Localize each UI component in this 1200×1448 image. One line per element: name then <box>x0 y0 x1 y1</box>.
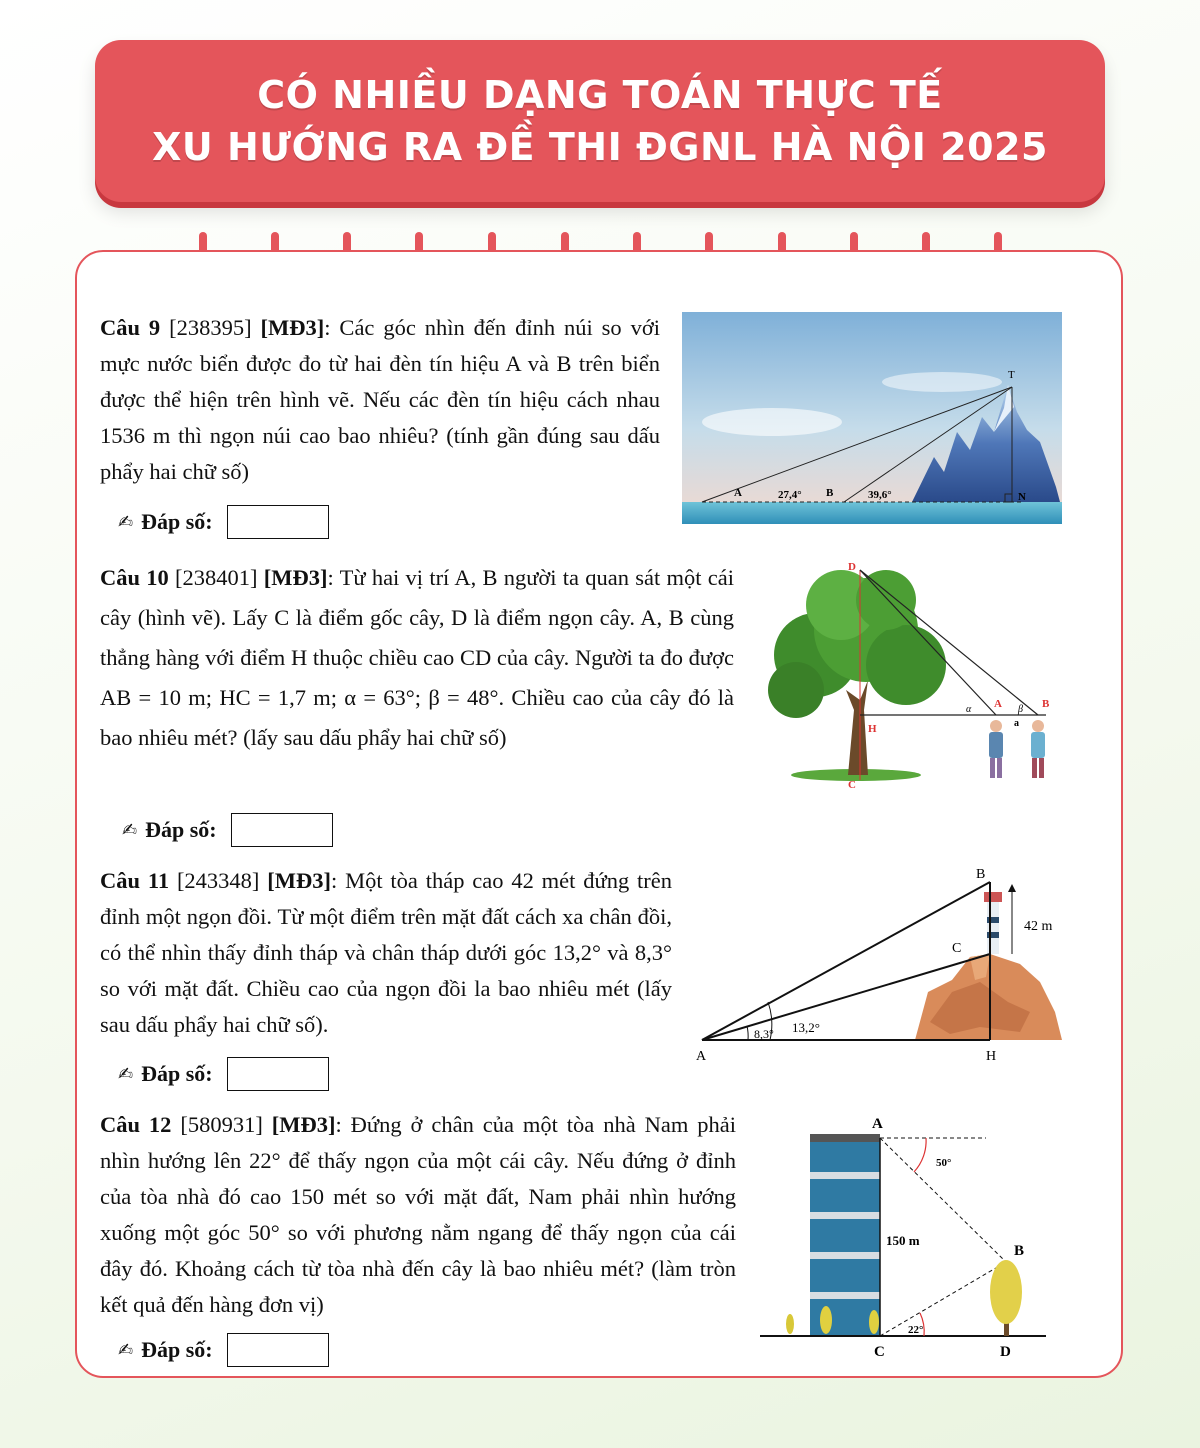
answer-row-11 <box>118 1057 329 1091</box>
figure-tower <box>690 862 1070 1072</box>
answer-box-9[interactable] <box>227 505 329 539</box>
title-line-1: CÓ NHIỀU DẠNG TOÁN THỰC TẾ <box>257 73 943 117</box>
question-11-text: : Một tòa tháp cao 42 mét đứng trên đỉnh một ngọn đồi. Từ một điểm trên mặt đất cách xa chân đồi, có thể nhìn thấy đỉnh tháp và chân tháp dưới góc 13,2° và 8,3° so với mặt đất. Chiều cao của ngọn đồi la bao nhiêu mét (lấy sau dấu phẩy hai chữ số). <box>100 868 672 1037</box>
label-A: A <box>872 1116 883 1132</box>
label-A: A <box>994 698 1002 710</box>
answer-label: Đáp số: <box>145 817 217 842</box>
title-banner <box>95 40 1105 202</box>
question-10-text: : Từ hai vị trí A, B người ta quan sát một cái cây (hình vẽ). Lấy C là điểm gốc cây, D là điểm ngọn cây. A, B cùng thẳng hàng với điểm H thuộc chiều cao CD của cây. Người ta đo được AB = 10 m; HC = 1,7 m; α = 63°; β = 48°. Chiều cao của cây đó là bao nhiêu mét? (lấy sau dấu phẩy hai chữ số) <box>100 565 735 750</box>
label-beta: β <box>1018 704 1023 715</box>
answer-row-12 <box>118 1333 329 1367</box>
label-A: A <box>696 1049 707 1064</box>
label-alpha: α <box>966 704 972 715</box>
angle-top: 50° <box>936 1157 952 1169</box>
pencil-icon: ✍ <box>118 1063 134 1085</box>
label-C: C <box>952 941 962 956</box>
answer-box-11[interactable] <box>227 1057 329 1091</box>
question-11-head: Câu 11 <box>100 868 170 893</box>
label-C: C <box>874 1344 885 1360</box>
question-11-code: [243348] <box>176 868 260 893</box>
question-10-head: Câu 10 <box>100 565 169 590</box>
question-12-code: [580931] <box>180 1112 263 1137</box>
answer-label: Đáp số: <box>141 1061 213 1086</box>
question-12-head: Câu 12 <box>100 1112 172 1137</box>
label-height: 150 m <box>886 1233 920 1248</box>
pencil-icon: ✍ <box>118 511 134 533</box>
label-height: 42 m <box>1024 919 1053 934</box>
label-T: T <box>1008 369 1015 381</box>
question-12 <box>100 1107 736 1323</box>
label-A: A <box>734 487 742 499</box>
question-10-level: [MĐ3] <box>263 565 328 590</box>
answer-box-12[interactable] <box>227 1333 329 1367</box>
label-B: B <box>976 867 986 882</box>
answer-row-9 <box>118 505 329 539</box>
answer-label: Đáp số: <box>141 1337 213 1362</box>
label-C: C <box>848 779 856 791</box>
pencil-icon: ✍ <box>122 819 138 841</box>
figure-building <box>756 1112 1056 1362</box>
title-line-2: XU HƯỚNG RA ĐỀ THI ĐGNL HÀ NỘI 2025 <box>152 125 1048 169</box>
label-N: N <box>1018 491 1026 503</box>
angle-small: 8,3° <box>754 1027 774 1041</box>
angle-label-2: 39,6° <box>868 489 892 501</box>
question-9-text: : Các góc nhìn đến đỉnh núi so với mực nước biển được đo từ hai đèn tín hiệu A và B trên biển được thể hiện trên hình vẽ. Nếu các đèn tín hiệu cách nhau 1536 m thì ngọn núi cao bao nhiêu? (tính gần đúng sau dấu phẩy hai chữ số) <box>100 315 660 484</box>
figure-mountain <box>682 312 1062 524</box>
label-H: H <box>986 1049 997 1064</box>
label-D: D <box>1000 1344 1011 1360</box>
answer-box-10[interactable] <box>231 813 333 847</box>
question-12-text: : Đứng ở chân của một tòa nhà Nam phải nhìn hướng lên 22° để thấy ngọn của một cái cây. Nếu đứng ở đỉnh của tòa nhà đó cao 150 mét so với mặt đất, Nam phải nhìn hướng xuống một góc 50° so với phương nằm ngang để thấy ngọn của cái đây đó. Khoảng cách từ tòa nhà đến cây là bao nhiêu mét? (làm tròn kết quả đến hàng đơn vị) <box>100 1112 737 1317</box>
pencil-icon: ✍ <box>118 1339 134 1361</box>
label-a: a <box>1014 718 1019 729</box>
question-10 <box>100 558 734 758</box>
label-B: B <box>826 487 834 499</box>
figure-tree <box>756 560 1056 792</box>
answer-row-10 <box>122 813 333 847</box>
question-12-level: [MĐ3] <box>271 1112 336 1137</box>
angle-bottom: 22° <box>908 1324 924 1336</box>
answer-label: Đáp số: <box>141 509 213 534</box>
label-B: B <box>1014 1243 1025 1259</box>
angle-label-1: 27,4° <box>778 489 802 501</box>
question-10-code: [238401] <box>175 565 258 590</box>
question-11 <box>100 863 672 1043</box>
angle-big: 13,2° <box>792 1020 820 1035</box>
question-11-level: [MĐ3] <box>267 868 331 893</box>
label-B: B <box>1042 698 1050 710</box>
label-D: D <box>848 561 856 573</box>
question-9-head: Câu 9 <box>100 315 161 340</box>
question-9-level: [MĐ3] <box>260 315 325 340</box>
question-9-code: [238395] <box>169 315 252 340</box>
question-9 <box>100 310 660 490</box>
label-H: H <box>868 723 877 735</box>
